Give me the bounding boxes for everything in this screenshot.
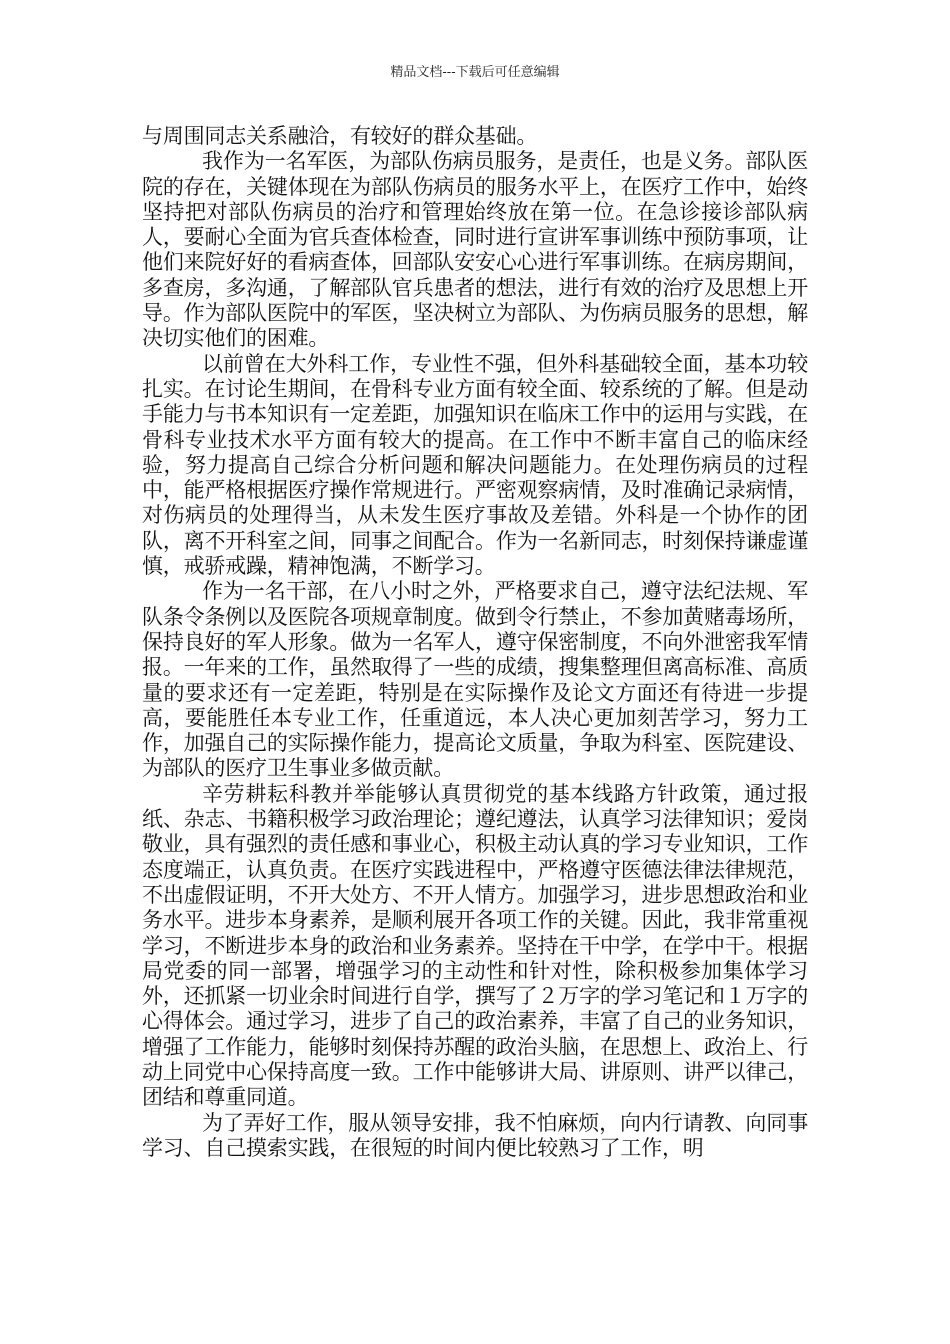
paragraph-2: 我作为一名军医，为部队伤病员服务，是责任，也是义务。部队医院的存在，关键体现在为部队伤病员的服务水平上，在医疗工作中，始终坚持把对部队伤病员的治疗和管理始终放在第一位。在急诊接诊部队病人，要耐心全面为官兵查体检查，同时进行宣讲军事训练中预防事项，让他们来院好好的看病查体，回部队安安心心进行军事训练。在病房期间，多查房，多沟通，了解部队官兵患者的想法，进行有效的治疗及思想上开导。作为部队医院中的军医，坚决树立为部队、为伤病员服务的思想，解决切实他们的困难。: [142, 149, 808, 351]
page-header: 精品文档---下载后可任意编辑: [390, 65, 560, 80]
paragraph-1: 与周围同志关系融洽，有较好的群众基础。: [142, 124, 538, 148]
document-body: [142, 124, 808, 1161]
paragraph-3: 以前曾在大外科工作，专业性不强，但外科基础较全面，基本功较扎实。在讨论生期间，在骨科专业方面有较全面、较系统的了解。但是动手能力与书本知识有一定差距，加强知识在临床工作中的运用与实践，在骨科专业技术水平方面有较大的提高。在工作中不断丰富自己的临床经验，努力提高自己综合分析问题和解决问题能力。在处理伤病员的过程中，能严格根据医疗操作常规进行。严密观察病情，及时准确记录病情，对伤病员的处理得当，从未发生医疗事故及差错。外科是一个协作的团队，离不开科室之间，同事之间配合。作为一名新同志，时刻保持谦虚谨慎，戒骄戒躁，精神饱满，不断学习。: [142, 351, 808, 579]
paragraph-5: 辛劳耕耘科教并举能够认真贯彻党的基本线路方针政策，通过报纸、杂志、书籍积极学习政治理论；遵纪遵法，认真学习法律知识；爱岗敬业，具有强烈的责任感和事业心，积极主动认真的学习专业知识，工作态度端正，认真负责。在医疗实践进程中，严格遵守医德法律法律规范，不出虚假证明，不开大处方、不开人情方。加强学习，进步思想政治和业务水平。进步本身素养，是顺利展开各项工作的关键。因此，我非常重视学习，不断进步本身的政治和业务素养。坚持在干中学，在学中干。根据局党委的同一部署，增强学习的主动性和针对性，除积极参加集体学习外，还抓紧一切业余时间进行自学，撰写了２万字的学习笔记和１万字的心得体会。通过学习，进步了自己的政治素养，丰富了自己的业务知识，增强了工作能力，能够时刻保持苏醒的政治头脑，在思想上、政治上、行动上同党中心保持高度一致。工作中能够讲大局、讲原则、讲严以律己，团结和尊重同道。: [142, 781, 808, 1110]
paragraph-4: 作为一名干部，在八小时之外，严格要求自己，遵守法纪法规、军队条令条例以及医院各项规章制度。做到令行禁止，不参加黄赌毒场所，保持良好的军人形象。做为一名军人，遵守保密制度，不向外泄密我军情报。一年来的工作，虽然取得了一些的成绩，搜集整理但离高标准、高质量的要求还有一定差距，特别是在实际操作及论文方面还有待进一步提高，要能胜任本专业工作，任重道远，本人决心更加刻苦学习，努力工作，加强自己的实际操作能力，提高论文质量，争取为科室、医院建设、为部队的医疗卫生事业多做贡献。: [142, 579, 808, 781]
paragraph-6: 为了弄好工作，服从领导安排，我不怕麻烦，向内行请教、向同事学习、自己摸索实践，在很短的时间内便比较熟习了工作，明: [142, 1110, 808, 1160]
